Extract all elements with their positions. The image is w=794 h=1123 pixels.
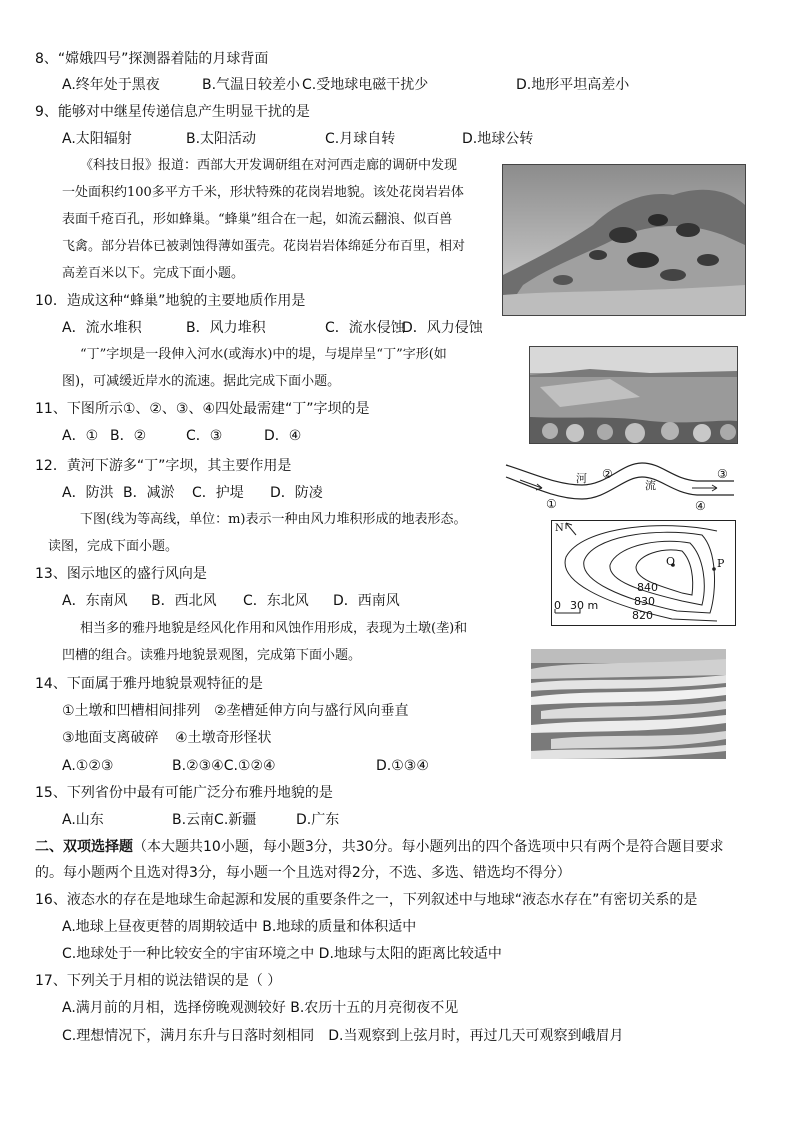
q12-stem: 12．黄河下游多“丁”字坝，其主要作用是 — [35, 458, 292, 474]
q10-option-b: B．风力堆积 — [186, 320, 266, 336]
contour-820-label: 820 — [632, 609, 653, 622]
q13-option-b: B．西北风 — [151, 593, 217, 609]
q9-stem: 9、能够对中继星传递信息产生明显干扰的是 — [35, 104, 310, 120]
q14-item-1: ①土墩和凹槽相间排列 — [62, 703, 201, 719]
t-dam-photo — [529, 346, 738, 444]
q8-option-b: B.气温日较差小 — [202, 77, 301, 93]
q10-option-d: D．风力侵蚀 — [402, 320, 483, 336]
q11-option-a: A．① — [62, 428, 99, 444]
passage1-line4: 飞禽。部分岩体已被剥蚀得薄如蛋壳。花岗岩岩体绵延分布百里，相对 — [62, 239, 466, 254]
q12-option-b: B．减淤 — [123, 485, 175, 501]
passage1-line5: 高差百米以下。完成下面小题。 — [62, 266, 245, 281]
scale-30m: 30 m — [570, 599, 599, 612]
q10-option-a: A．流水堆积 — [62, 320, 142, 336]
q12-option-a: A．防洪 — [62, 485, 114, 501]
river-mark-1: ① — [546, 497, 557, 511]
contour-830-label: 830 — [634, 595, 655, 608]
q11-option-d: D．④ — [264, 428, 302, 444]
q9-option-d: D.地球公转 — [462, 131, 534, 147]
q9-option-c: C.月球自转 — [325, 131, 396, 147]
section2-heading: 二、双项选择题（本大题共10小题，每小题3分，共30分。每小题列出的四个备选项中只有两个是符合题目要求 — [35, 839, 724, 855]
q16-options-cd: C.地球处于一种比较安全的宇宙环境之中 D.地球与太阳的距离比较适中 — [62, 946, 502, 962]
q8-option-d: D.地形平坦高差小 — [516, 77, 630, 93]
q16-options-ab: A.地球上昼夜更替的周期较适中 B.地球的质量和体积适中 — [62, 919, 417, 935]
q11-option-c: C．③ — [186, 428, 223, 444]
river-mark-4: ④ — [695, 499, 706, 513]
q14-option-d: D.①③④ — [376, 758, 429, 774]
passage4-line1: 相当多的雅丹地貌是经风化作用和风蚀作用形成，表现为土墩(垄)和 — [80, 621, 468, 636]
river-mark-2: ② — [602, 467, 613, 481]
passage1-line1: 《科技日报》报道：西部大开发调研组在对河西走廊的调研中发现 — [80, 158, 458, 173]
passage1-line2: 一处面积约100多平方千米，形状特殊的花岗岩地貌。该处花岗岩岩体 — [62, 185, 464, 200]
passage3-line1: 下图(线为等高线，单位：m)表示一种由风力堆积形成的地表形态。 — [80, 512, 467, 527]
q9-option-a: A.太阳辐射 — [62, 131, 132, 147]
q8-option-a: A.终年处于黑夜 — [62, 77, 160, 93]
q12-option-c: C．护堤 — [192, 485, 244, 501]
passage1-line3: 表面千疮百孔，形如蜂巢。“蜂巢”组合在一起，如流云翻浪、似百兽 — [62, 212, 453, 227]
q15-stem: 15、下列省份中最有可能广泛分布雅丹地貌的是 — [35, 785, 333, 801]
river-diagram — [502, 455, 742, 517]
q11-stem: 11、下图所示①、②、③、④四处最需建“丁”字坝的是 — [35, 401, 370, 417]
yardang-photo — [531, 649, 726, 759]
passage3-line2: 读图，完成下面小题。 — [48, 539, 179, 554]
q10-option-c: C．流水侵蚀 — [325, 320, 405, 336]
passage2-line1: “丁”字坝是一段伸入河水(或海水)中的堤，与堤岸呈“丁”字形(如 — [80, 347, 447, 362]
q15-option-a: A.山东 — [62, 812, 104, 828]
passage2-line2: 图)，可减缓近岸水的流速。据此完成下面小题。 — [62, 374, 341, 389]
contour-840-label: 840 — [637, 581, 658, 594]
river-word-he: 河 — [576, 472, 587, 485]
north-label: N — [555, 523, 564, 534]
q8-option-c: C.受地球电磁干扰少 — [302, 77, 429, 93]
q17-options-cd: C.理想情况下，满月东升与日落时刻相同 D.当观察到上弦月时，再过几天可观察到峨眉月 — [62, 1028, 624, 1044]
q11-option-b: B．② — [110, 428, 147, 444]
dune-contour-map — [551, 520, 736, 626]
q14-option-a: A.①②③ — [62, 758, 114, 774]
scale-zero: 0 — [554, 599, 561, 612]
q12-option-d: D．防凌 — [270, 485, 323, 501]
q14-item-3: ③地面支离破碎 — [62, 730, 159, 746]
q17-stem: 17、下列关于月相的说法错误的是（ ） — [35, 973, 282, 989]
q9-option-b: B.太阳活动 — [186, 131, 257, 147]
river-word-liu: 流 — [645, 479, 656, 492]
section2-instructions: 的。每小题两个且选对得3分，每小题一个且选对得2分，不选、多选、错选均不得分） — [35, 865, 571, 881]
q14-item-2: ②垄槽延伸方向与盛行风向垂直 — [214, 703, 409, 719]
q16-stem: 16、液态水的存在是地球生命起源和发展的重要条件之一，下列叙述中与地球“液态水存在”有密切关系的是 — [35, 892, 698, 908]
q14-stem: 14、下面属于雅丹地貌景观特征的是 — [35, 676, 263, 692]
honeycomb-rock-photo — [502, 164, 746, 316]
q8-stem: 8、“嫦娥四号”探测器着陆的月球背面 — [35, 51, 269, 67]
q13-option-c: C．东北风 — [243, 593, 309, 609]
q10-stem: 10．造成这种“蜂巢”地貌的主要地质作用是 — [35, 293, 306, 309]
q13-option-d: D．西南风 — [333, 593, 400, 609]
q13-stem: 13、图示地区的盛行风向是 — [35, 566, 207, 582]
q14-option-bc: B.②③④C.①②④ — [172, 758, 276, 774]
q14-item-4: ④土墩奇形怪状 — [175, 730, 272, 746]
point-q-label: Q — [666, 555, 676, 568]
point-p-label: P — [717, 557, 725, 570]
q17-options-ab: A.满月前的月相，选择傍晚观测较好 B.农历十五的月亮彻夜不见 — [62, 1000, 459, 1016]
river-mark-3: ③ — [717, 467, 728, 481]
q15-option-d: D.广东 — [296, 812, 340, 828]
passage4-line2: 凹槽的组合。读雅丹地貌景观图，完成第下面小题。 — [62, 648, 362, 663]
q15-option-bc: B.云南C.新疆 — [172, 812, 257, 828]
q13-option-a: A．东南风 — [62, 593, 128, 609]
